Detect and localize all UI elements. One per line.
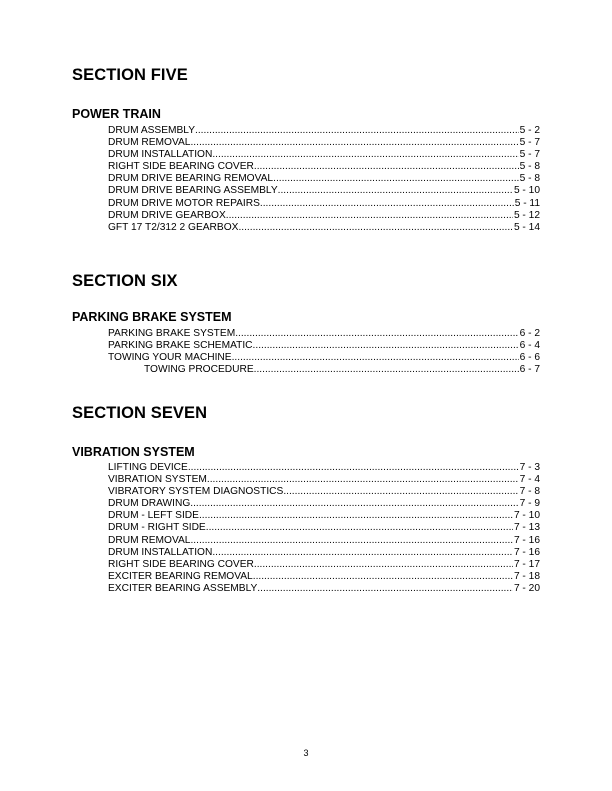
- toc-entry-page: 5 - 10: [513, 185, 540, 197]
- toc-entry-page: 7 - 8: [519, 486, 540, 498]
- power-train-subheading: POWER TRAIN: [72, 107, 161, 121]
- toc-leader-dots: [260, 198, 514, 210]
- toc-leader-dots: [238, 222, 513, 234]
- toc-entry-title: TOWING PROCEDURE: [144, 364, 254, 376]
- toc-entry-title: PARKING BRAKE SYSTEM: [108, 328, 236, 339]
- toc-entry-title: DRUM DRIVE BEARING ASSEMBLY: [108, 185, 278, 197]
- toc-entry-page: 7 - 9: [519, 498, 540, 510]
- toc-leader-dots: [253, 340, 519, 352]
- toc-entry-page: 5 - 11: [514, 197, 540, 209]
- toc-entry-page: 6 - 7: [519, 364, 540, 376]
- toc-leader-dots: [195, 125, 519, 137]
- toc-entry-page: 5 - 7: [519, 137, 540, 149]
- toc-entry[interactable]: [108, 137, 540, 149]
- toc-leader-dots: [278, 185, 513, 197]
- toc-entry-page: 6 - 6: [519, 352, 540, 364]
- vibration-system-subheading: VIBRATION SYSTEM: [72, 445, 195, 459]
- toc-entry-page: 7 - 13: [513, 522, 540, 534]
- toc-entry[interactable]: [108, 173, 540, 185]
- toc-leader-dots: [226, 210, 513, 222]
- toc-entry[interactable]: [108, 149, 540, 161]
- toc-entry-page: 7 - 17: [513, 558, 540, 570]
- toc-entry-page: 7 - 18: [513, 570, 540, 582]
- toc-leader-dots: [199, 510, 513, 522]
- toc-entry-page: 7 - 4: [519, 474, 540, 486]
- toc-entry-page: 6 - 2: [519, 328, 540, 339]
- toc-leader-dots: [283, 486, 518, 498]
- section-five-heading: SECTION FIVE: [72, 66, 188, 84]
- toc-entry[interactable]: [108, 559, 540, 571]
- toc-entry[interactable]: [108, 522, 540, 534]
- toc-entry[interactable]: [108, 486, 540, 498]
- toc-leader-dots: [254, 559, 513, 571]
- section-seven-heading: SECTION SEVEN: [72, 404, 208, 422]
- toc-entry[interactable]: [108, 340, 540, 352]
- vibration-system-toc: [108, 462, 540, 595]
- toc-entry-title: TOWING YOUR MACHINE: [108, 352, 232, 364]
- toc-entry-title: DRUM - LEFT SIDE: [108, 510, 199, 522]
- toc-leader-dots: [273, 173, 519, 185]
- toc-entry-title: VIBRATORY SYSTEM DIAGNOSTICS: [108, 486, 284, 498]
- toc-entry[interactable]: [108, 571, 540, 583]
- toc-leader-dots: [212, 149, 518, 161]
- toc-entry[interactable]: [108, 498, 540, 510]
- toc-leader-dots: [253, 571, 513, 583]
- toc-entry[interactable]: [108, 474, 540, 486]
- toc-entry[interactable]: [108, 510, 540, 522]
- toc-entry-page: 5 - 12: [513, 209, 540, 221]
- toc-leader-dots: [188, 462, 519, 474]
- toc-entry-title: LIFTING DEVICE: [108, 462, 188, 473]
- toc-entry-title: DRUM REMOVAL: [108, 137, 191, 149]
- toc-entry-title: DRUM REMOVAL: [108, 534, 191, 546]
- toc-entry[interactable]: [108, 222, 540, 234]
- toc-entry-title: RIGHT SIDE BEARING COVER: [108, 558, 254, 570]
- toc-leader-dots: [257, 583, 513, 595]
- toc-entry[interactable]: [108, 328, 540, 340]
- toc-entry-title: EXCITER BEARING ASSEMBLY: [108, 582, 258, 594]
- toc-leader-dots: [254, 364, 519, 376]
- toc-leader-dots: [232, 352, 519, 364]
- toc-entry[interactable]: [108, 352, 540, 364]
- toc-entry-title: DRUM INSTALLATION: [108, 149, 213, 161]
- toc-entry-title: DRUM DRIVE MOTOR REPAIRS: [108, 197, 260, 209]
- toc-entry-page: 7 - 16: [513, 546, 540, 558]
- toc-entry-page: 5 - 14: [513, 221, 540, 233]
- toc-entry[interactable]: [108, 364, 540, 376]
- toc-leader-dots: [212, 547, 513, 559]
- toc-entry-page: 6 - 4: [519, 340, 540, 352]
- toc-entry-page: 5 - 8: [519, 173, 540, 185]
- toc-entry-title: DRUM - RIGHT SIDE: [108, 522, 206, 534]
- toc-leader-dots: [190, 137, 518, 149]
- parking-brake-subheading: PARKING BRAKE SYSTEM: [72, 310, 232, 324]
- toc-entry-page: 7 - 16: [513, 534, 540, 546]
- toc-entry[interactable]: [108, 161, 540, 173]
- toc-entry-page: 7 - 20: [513, 582, 540, 594]
- section-six-heading: SECTION SIX: [72, 272, 178, 290]
- toc-entry-title: DRUM INSTALLATION: [108, 546, 213, 558]
- page-number: 3: [303, 748, 309, 758]
- toc-entry-title: DRUM DRIVE GEARBOX: [108, 209, 226, 221]
- toc-entry-title: RIGHT SIDE BEARING COVER: [108, 161, 254, 173]
- power-train-toc: [108, 125, 540, 234]
- toc-leader-dots: [190, 498, 518, 510]
- toc-leader-dots: [235, 328, 518, 340]
- toc-leader-dots: [206, 522, 513, 534]
- toc-entry-page: 5 - 7: [519, 149, 540, 161]
- toc-entry-page: 5 - 8: [519, 161, 540, 173]
- toc-leader-dots: [207, 474, 519, 486]
- toc-entry-title: PARKING BRAKE SCHEMATIC: [108, 340, 253, 352]
- toc-leader-dots: [190, 535, 512, 547]
- toc-entry[interactable]: [108, 583, 540, 595]
- toc-entry[interactable]: [108, 462, 540, 474]
- toc-entry-page: 7 - 3: [519, 462, 540, 473]
- toc-entry-title: DRUM ASSEMBLY: [108, 125, 195, 136]
- toc-entry[interactable]: [108, 210, 540, 222]
- toc-entry-page: 5 - 2: [519, 125, 540, 136]
- toc-entry-title: VIBRATION SYSTEM: [108, 474, 207, 486]
- toc-entry[interactable]: [108, 535, 540, 547]
- toc-entry-title: EXCITER BEARING REMOVAL: [108, 570, 253, 582]
- toc-entry[interactable]: [108, 125, 540, 137]
- toc-entry[interactable]: [108, 547, 540, 559]
- toc-leader-dots: [254, 161, 519, 173]
- toc-entry-page: 7 - 10: [513, 510, 540, 522]
- parking-brake-toc: [108, 328, 540, 376]
- toc-entry-title: GFT 17 T2/312 2 GEARBOX: [108, 221, 239, 233]
- toc-entry-title: DRUM DRAWING: [108, 498, 191, 510]
- toc-entry[interactable]: [108, 198, 540, 210]
- toc-entry-title: DRUM DRIVE BEARING REMOVAL: [108, 173, 274, 185]
- toc-entry[interactable]: [108, 185, 540, 197]
